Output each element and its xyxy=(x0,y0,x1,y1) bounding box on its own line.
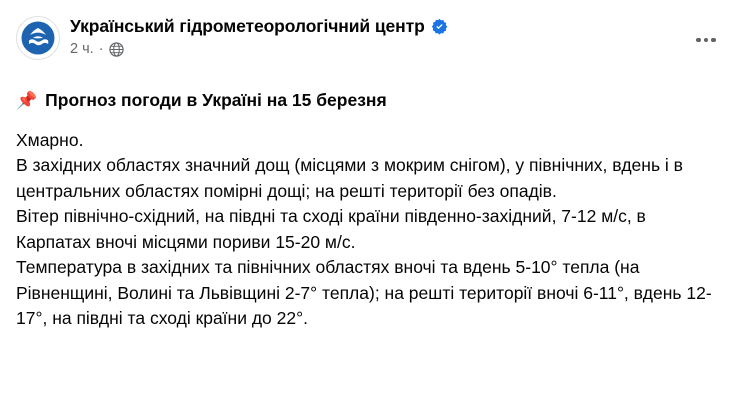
avatar[interactable] xyxy=(16,16,60,60)
more-dot xyxy=(711,38,716,43)
page-name[interactable]: Український гідрометеорологічний центр xyxy=(70,16,425,36)
page-logo-icon xyxy=(17,17,59,59)
post-paragraph: Хмарно. xyxy=(16,129,84,150)
post-meta xyxy=(70,41,448,57)
post-paragraph: Температура в західних та північних областях вночі та вдень 5-10° тепла (на Рівненщині, Волині та Львівщині 2-7° тепла); на решті території вночі 6-11°, вдень 12-17°, на півдні та сході країни до 22°. xyxy=(16,257,712,328)
globe-icon[interactable] xyxy=(109,42,124,57)
post-paragraph: В західних областях значний дощ (місцями з мокрим снігом), у північних, вдень і в центральних областях помірні дощі; на решті території без опадів. xyxy=(16,155,683,201)
meta-separator: · xyxy=(98,41,104,57)
pin-icon: 📌 xyxy=(16,91,38,110)
more-options-icon[interactable] xyxy=(690,24,722,56)
verified-badge-icon xyxy=(431,18,448,35)
post-headline-text: Прогноз погоди в Україні на 15 березня xyxy=(45,90,387,110)
post-body xyxy=(16,88,724,332)
post-timestamp[interactable]: 2 ч. xyxy=(70,41,94,57)
post-paragraph: Вітер північно-східний, на півдні та сході країни південно-західний, 7-12 м/с, в Карпатах вночі місцями пориви 15-20 м/с. xyxy=(16,206,646,252)
post-headline xyxy=(16,88,724,114)
more-dot xyxy=(696,38,701,43)
post-header-text xyxy=(70,14,448,57)
post-header xyxy=(16,14,724,70)
page-name-row xyxy=(70,16,448,36)
more-dot xyxy=(704,38,709,43)
